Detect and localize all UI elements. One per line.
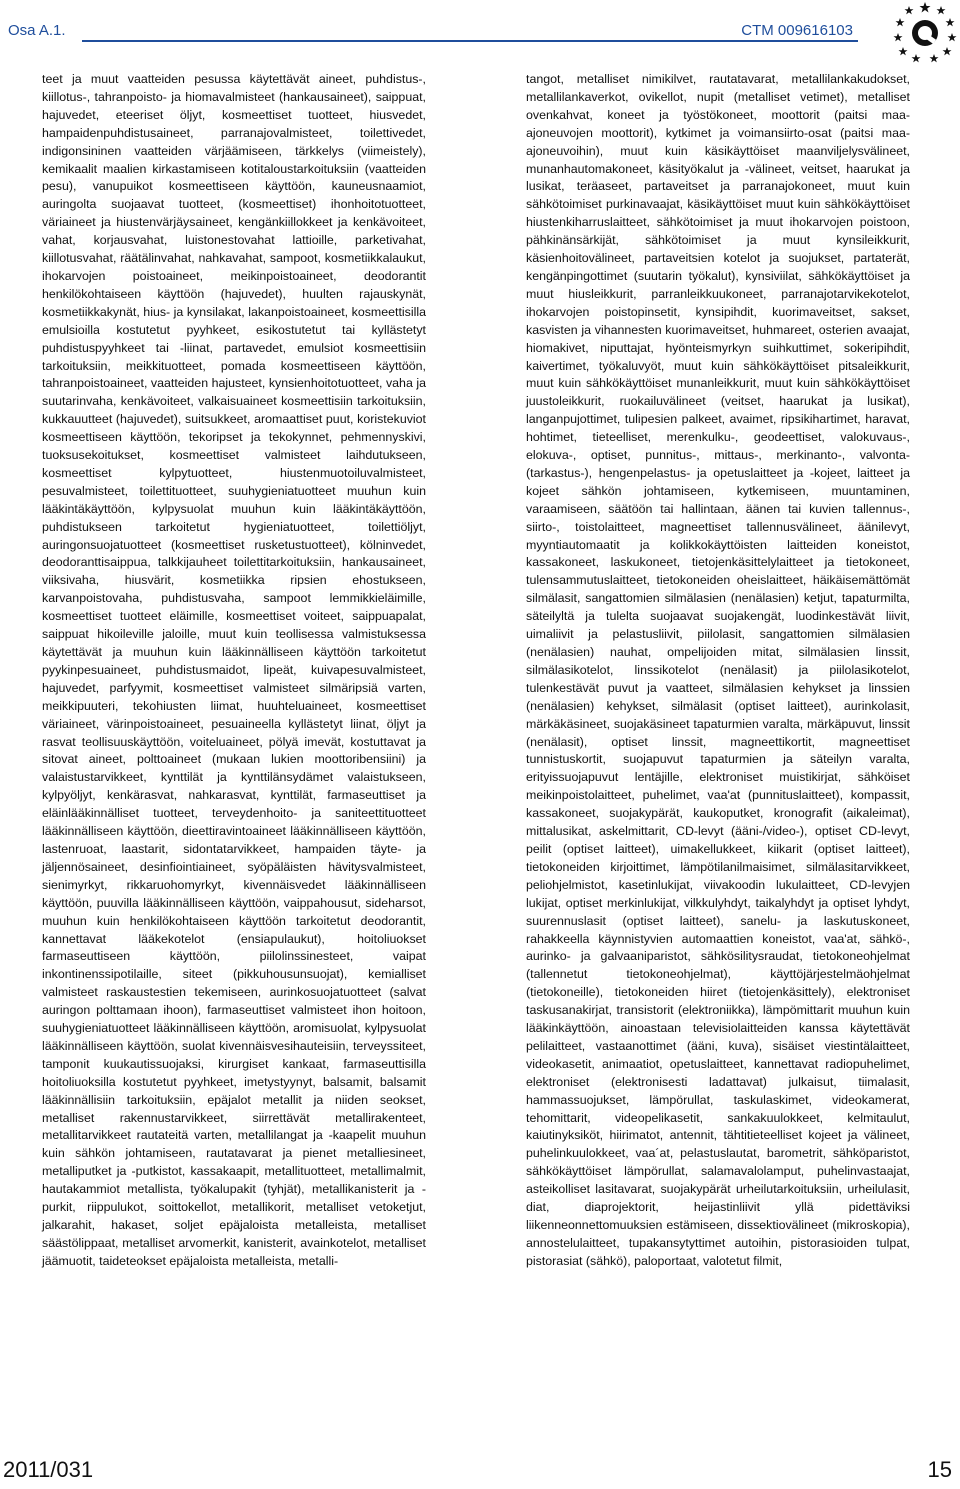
left-column	[42, 71, 426, 1271]
issue-number: 2011/031	[3, 1457, 94, 1482]
left-column-text: teet ja muut vaatteiden pesussa käytettävät aineet, puhdistus-, kiillotus-, tahranpoisto- ja hiomavalmisteet (hankausaineet), saippuat, hajuvedet, eteeriset öljyt, kosmeettiset tuotteet, hiusvedet, hampaidenpuhdistusaineet, parranajovalmisteet, toilettivedet, indigonsininen vaatteiden värjäämiseen, tärkkelys (viimeistely), kemikaalit maalien kirkastamiseen kotitaloustarkoituksiin (vaatteiden pesu), vanupuikot kosmeettiseen käyttöön, kauneusnaamiot, auringolta suojaavat tuotteet, (kosmeettiset) ihonhoitotuotteet, väriaineet ja hiustenvärjäysaineet, kengänkiillokkeet ja kenkävoiteet, vahat, korjausvahat, luistonestovahat lattioille, parketivahat, kiillotusvahat, räätälinvahat, nahkavahat, sampoot, kosmetiikkalaukut, ihokarvojen poistoaineet, meikinpoistoaineet, deodorantit henkilökohtaiseen käyttöön (hajuvedet), huulten rajauskynät, kosmetiikkakynät, hius- ja kynsilakat, lakanpoistoaineet, kosmeettisilla emulsioilla kostutetut pyyhkeet, esikostutetut tai kyllästetyt puhdistuspyyhkeet tai -liinat, partavedet, emulsiot kosmeettisiin tarkoituksiin, meikkituotteet, pomada kosmeettiseen käyttöön, tahranpoistoaineet, vaatteiden hajusteet, kynsienhoitotuotteet, vaha ja suutarinvaha, kenkävoiteet, valkaisuaineet kosmeettisiin tarkoituksiin, kukkauutteet (hajuvedet), suitsukkeet, aromaattiset puut, koristekuviot kosmeettiseen käyttöön, tekoripset ja tekokynnet, pehmennyskivi, tuoksusekoitukset, kosmeettiset valmisteet laihdutukseen, kosmeettiset kylpytuotteet, hiustenmuotoiluvalmisteet, pesuvalmisteet, toilettituotteet, suuhygieniatuotteet muuhun kuin lääkintäkäyttöön, kylpysuolat muuhun kuin lääkintäkäyttöön, puhdistukseen tarkoitetut hygieniatuotteet, toilettiöljyt, auringonsuojatuotteet (kosmeettiset rusketustuotteet), kölninvedet, deodoranttisaippua, talkkijauheet toilettitarkoituksiin, hankausaineet, viiksivaha, hiusvärit, kosmetiikka ripsien ehostukseen, karvanpoistovaha, puhdistusvaha, sampoot lemmikkieläimille, kosmeettiset tuotteet eläimille, kosmeettiset voiteet, saippuapalat, saippuat hikoileville jaloille, muut kuin teollisessa valmistuksessa käytettävät ja muuhun kuin lääkinnälliseen käyttöön tarkoitetut pyykinpesuaineet, puhdistusmaidot, lipeät, kuivapesuvalmisteet, hajuvedet, parfyymit, kosmeettiset valmisteet silmäripsiä varten, meikkipuuteri, tekohiusten liimat, huuhteluaineet, kosmeettiset väriaineet, värinpoistoaineet, pesuaineella kyllästetyt liinat, öljyt ja rasvat teollisuuskäyttöön, voiteluaineet, pölyä imevät, kostuttavat ja sitovat aineet, polttoaineet (mukaan lukien moottoribensiini) ja valaistustarvikkeet, kynttilät ja kynttilänsydämet valaistukseen, kylpyöljyt, kenkärasvat, nahkarasvat, kynttilät, farmaseuttiset ja eläinlääkinnälliset tuotteet, terveydenhoito- ja saniteettituotteet lääkinnälliseen käyttöön, dieettiravintoaineet lääkinnälliseen käyttöön, lastenruoat, laastarit, sidontatarvikkeet, hampaiden täyte- ja jäljennösaineet, desinfiointiaineet, syöpäläisten hävitysvalmisteet, sienimyrkyt, rikkaruohomyrkyt, kivennäisvedet lääkinnälliseen käyttöön, puuvilla lääkinnälliseen käyttöön, vaippahousut, sideharsot, muuhun kuin henkilökohtaiseen käyttöön tarkoitetut deodorantit, kannettavat lääkekotelot (ensiapulaukut), hoitoliuokset farmaseuttiseen käyttöön, piilolinssinesteet, vaipat inkontinenssipotilaille, siteet (pikkuhousunsuojat), kemialliset valmisteet raskaustestien tekemiseen, aurinkosuojatuotteet (salvat auringon polttamaan ihoon), farmaseuttiset valmisteet ihon hoitoon, suuhygieniatuotteet lääkinnälliseen käyttöön, aromisuolat, kylpysuolat lääkinnälliseen käyttöön, suolat kivennäisvesihauteisiin, terveyssiteet, tamponit kuukautissuojaksi, kirurgiset kankaat, farmaseuttisilla hoitoliuoksilla kostutetut pyyhkeet, imetystyynyt, balsamit, balsamit lääkinnällisiin tarkoituksiin, epäjalot metallit ja niiden seokset, metalliset rakennustarvikkeet, siirrettävät metallirakenteet, metallitarvikkeet rautateitä varten, metallilangat ja -kaapelit muuhun kuin sähkön johtamiseen, rautatavarat ja pienet metalliesineet, metalliputket ja -putkistot, kassakaapit, metallituotteet, metallimalmit, hautakammiot metallista, työkalupakit (tyhjät), metallikanisterit ja -purkit, riippulukot, soittokellot, metallikorit, metalliset vetoketjut, jalkarahit, hakaset, soljet epäjaloista metalleista, metalliset säästölippaat, metalliset arvomerkit, kanisterit, avainkotelot, metalliset jäämuotit, taideteokset epäjaloista metalleista, metalli-	[42, 72, 426, 1268]
page-number: 15	[927, 1457, 952, 1482]
header-rule	[82, 40, 858, 42]
eu-stars-logo-icon	[890, 0, 960, 64]
ctm-number: CTM 009616103	[741, 22, 853, 39]
right-column	[526, 71, 910, 1271]
section-label: Osa A.1.	[8, 22, 66, 39]
right-column-text: tangot, metalliset nimikilvet, rautatavarat, metallilankakudokset, metallilankaverkot, ovikellot, nupit (metalliset vetimet), metalliset ovenkahvat, koneet ja työstökoneet, moottorit (paitsi maa-ajoneuvojen moottorit), kytkimet ja voimansiirto-osat (paitsi maa-ajoneuvoihin), muut kuin käsikäyttöiset maanviljelysvälineet, munanhautomakoneet, käsityökalut ja -välineet, veitset, haarukat ja lusikat, teräaseet, partaveitset ja parranajokoneet, muut kuin sähkötoimiset purkinavaajat, käsikäyttöiset muut kuin sähkökäyttöiset hiustenkiharruslaitteet, sähkötoimiset ja muut ihokarvojen poistoon, pähkinänsärkijät, sähkötoimiset ja muut kynsileikkurit, käsienhoitovälineet, partaveitsien kotelot ja suojukset, partaterät, kengänpingottimet (suutarin työkalut), kynsiviilat, sähkökäyttöiset ja muut hiusleikkurit, parranleikkuukoneet, parranajotarvikekotelot, ihokarvojen poistopinsetit, kynsipihdit, kuorimaveitset, sakset, kasvisten ja vihannesten kuorimaveitset, huhmareet, osterien avaajat, hiomakivet, niputtajat, hyönteismyrkyn suihkuttimet, sokeripihdit, kaivertimet, työkaluvyöt, muut kuin sähkökäyttöiset pitsaleikkurit, muut kuin sähkökäyttöiset munanleikkurit, muut kuin sähkökäyttöiset juustoleikkurit, ruokailuvälineet (veitset, haarukat ja lusikat), langanpujottimet, tulipesien palkeet, avaimet, ripsikihartimet, haravat, hohtimet, tieteelliset, merenkulku-, geodeettiset, valokuvaus-, elokuva-, optiset, punnitus-, mittaus-, merkinanto-, valvonta- (tarkastus-), hengenpelastus- ja opetuslaitteet ja -kojeet, laitteet ja kojeet sähkön johtamiseen, kytkemiseen, muuntaminen, varaamiseen, säätöön tai hallintaan, äänen tai kuvien tallennus-, siirto-, toistolaitteet, magneettiset tallennusvälineet, äänilevyt, myyntiautomaatit ja kolikkokäyttöisten laitteiden koneistot, kassakoneet, laskukoneet, tietojenkäsittelylaitteet ja tietokoneet, tulensammutuslaitteet, tietokoneiden oheislaitteet, häikäisemättömät silmälasit, sangattomien silmälasien (nenälasien) ketjut, tapaturmilta, säteilyltä ja tulelta suojaavat suojakengät, luodinkestävät liivit, uimaliivit ja pelastusliivit, piilolasit, sangattomien silmälasien (nenälasien) nauhat, ompelijoiden mitat, silmälasien linssit, silmälasikotelot, linssikotelot (nenälasit) ja piilolasikotelot, tulenkestävät puvut ja vaatteet, silmälasien kehykset ja linssien (nenälasien) kehykset, silmälasit (optiset laitteet), aurinkolasit, märkäkäsineet, suojakäsineet tapaturmien varalta, märkäpuvut, linssit (nenälasit), optiset linssit, magneettikortit, magneettiset tunnistuskortit, suojapuvut tapaturmien ja säteilyn varalta, erityissuojapuvut lentäjille, elektroniset muistikirjat, sähköiset meikinpoistolaitteet, puhelimet, vaa'at (punnituslaitteet), kompassit, kassakoneet, suojakypärät, kaukoputket, kronografit (aikaleimat), mittalusikat, askelmittarit, CD-levyt (ääni-/video-), optiset CD-levyt, peilit (optiset laitteet), uimakellukkeet, kiikarit (optiset laitteet), tietokoneiden kirjoittimet, lämpötilanilmaisimet, silmälasitarvikkeet, peliohjelmistot, kasetinlukijat, viivakoodin lukulaitteet, CD-levyjen lukijat, optiset merkinlukijat, vilkkulyhdyt, taikalyhdyt ja optiset lyhdyt, suurennuslasit (optiset laitteet), sanelu- ja laskutuskoneet, rahakkeella käynnistyvien automaattien koneistot, vaa'at, sähkö-, aurinko- ja galvaaniparistot, sähkösilitysraudat, tietokoneohjelmat (tallennetut tietokoneohjelmat), käyttöjärjestelmäohjelmat (tietokoneille), tietokoneiden hiiret (tietojenkäsittely), elektroniset taskusanakirjat, transistorit (elektroniikka), lämpömittarit muuhun kuin lääkinkäyttöön, ainoastaan televisiolaitteiden kanssa käytettävät pelilaitteet, vastaanottimet (ääni, kuva), sisäiset viestintälaitteet, videokasetit, animaatiot, opetuslaitteet, kannettavat radiopuhelimet, elektroniset (elektronisesti ladattavat) julkaisut, tiimalasit, hammassuojukset, lämpörullat, taskulaskimet, videokamerat, tehomittarit, videopelikasetit, sankakuulokkeet, kelmitaulut, kaiutinyksiköt, hiirimatot, antennit, tähtitieteelliset kojeet ja välineet, puhelinkuulokkeet, vaa´at, pelastuslautat, barometrit, sähköparistot, sähkökäyttöiset lämpörullat, salamavalolamput, puhelinvastaajat, asteikolliset lasitavarat, suojakypärät urheilutarkoituksiin, urheilulasit, diat, diaprojektorit, heijastinliivit yllä pidettäviksi liikenneonnettomuuksien estämiseen, dissektiovälineet (mikroskopia), annostelulaitteet, tupakansytyttimet autoihin, pistorasioiden tulpat, pistorasiat (sähkö), paloportaat, valotetut filmit,	[526, 72, 910, 1268]
